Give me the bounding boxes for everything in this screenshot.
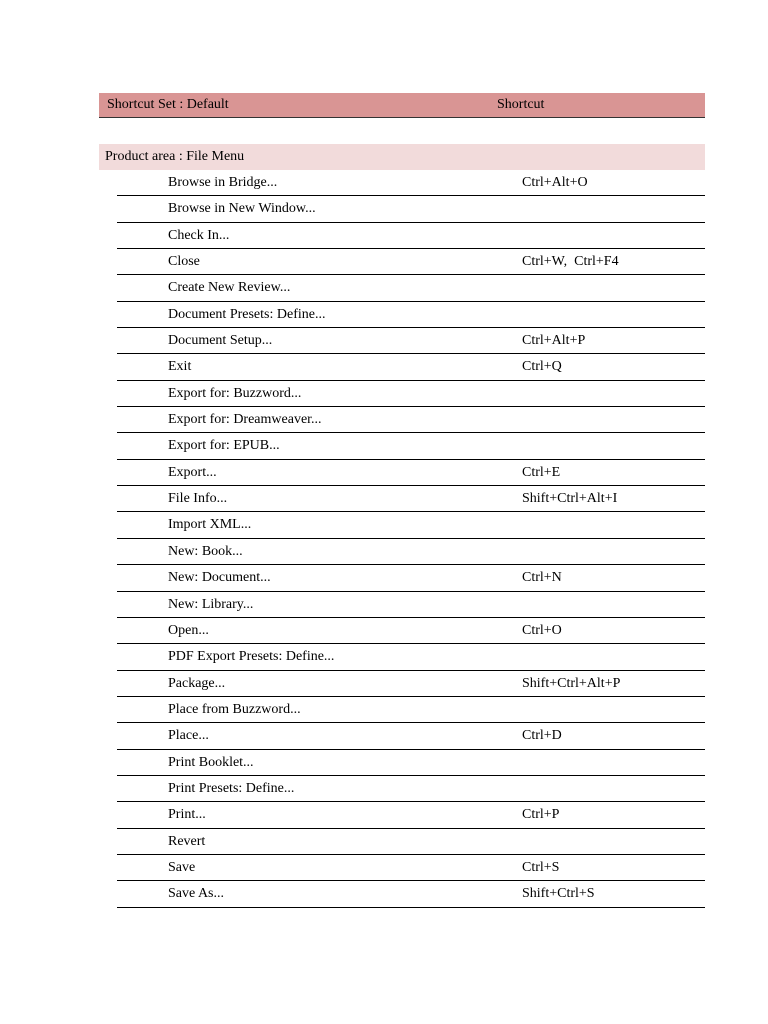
command-name: Check In...: [168, 227, 230, 243]
command-name: Save: [168, 859, 196, 875]
shortcut-keys: Ctrl+D: [522, 728, 562, 744]
table-row: [117, 275, 705, 301]
command-name: Place from Buzzword...: [168, 701, 301, 717]
command-name: PDF Export Presets: Define...: [168, 649, 335, 665]
shortcut-keys: Ctrl+O: [522, 622, 562, 638]
shortcut-keys: Ctrl+Q: [522, 359, 562, 375]
product-area-header: [99, 144, 705, 170]
table-row: [117, 223, 705, 249]
table-row: [117, 512, 705, 538]
shortcut-keys: Ctrl+Alt+O: [522, 175, 588, 190]
table-row: [117, 354, 705, 380]
table-row: [117, 881, 705, 907]
command-name: Export...: [168, 464, 217, 480]
table-row: [117, 460, 705, 486]
table-row: [117, 697, 705, 723]
shortcut-set-label: Shortcut Set : Default: [107, 97, 229, 112]
command-name: Export for: EPUB...: [168, 438, 280, 454]
table-row: [117, 170, 705, 196]
table-row: [117, 249, 705, 275]
table-header: [99, 93, 705, 118]
command-name: Close: [168, 254, 200, 270]
shortcut-keys: Ctrl+S: [522, 859, 560, 875]
command-name: Create New Review...: [168, 280, 291, 296]
command-name: Package...: [168, 675, 226, 691]
shortcut-keys: Ctrl+N: [522, 570, 562, 586]
table-row: [117, 565, 705, 591]
shortcut-keys: Shift+Ctrl+Alt+P: [522, 675, 621, 691]
command-name: Print Presets: Define...: [168, 780, 295, 796]
table-row: [117, 618, 705, 644]
table-row: [117, 750, 705, 776]
command-name: Document Presets: Define...: [168, 306, 326, 322]
command-name: File Info...: [168, 491, 228, 507]
table-row: [117, 644, 705, 670]
table-row: [117, 592, 705, 618]
command-name: Exit: [168, 359, 192, 375]
command-name: New: Library...: [168, 596, 254, 612]
table-row: [117, 196, 705, 222]
shortcut-keys: Ctrl+P: [522, 807, 560, 823]
table-row: [117, 855, 705, 881]
table-row: [117, 723, 705, 749]
command-name: Revert: [168, 833, 206, 849]
command-name: Print...: [168, 807, 206, 823]
table-row: [117, 671, 705, 697]
table-row: [117, 486, 705, 512]
table-row: [117, 829, 705, 855]
table-row: [117, 776, 705, 802]
table-row: [117, 381, 705, 407]
command-name: Export for: Buzzword...: [168, 385, 302, 401]
table-row: [117, 407, 705, 433]
shortcut-keys: Ctrl+Alt+P: [522, 333, 586, 349]
command-name: Place...: [168, 728, 209, 744]
command-name: Import XML...: [168, 517, 252, 533]
command-name: Browse in Bridge...: [168, 175, 278, 190]
command-name: Open...: [168, 622, 209, 638]
shortcut-column-header: Shortcut: [497, 97, 545, 112]
table-row: [117, 302, 705, 328]
command-name: New: Document...: [168, 570, 271, 586]
command-name: Document Setup...: [168, 333, 273, 349]
table-row: [117, 328, 705, 354]
shortcut-table: [117, 170, 705, 908]
product-area-label: Product area : File Menu: [105, 149, 245, 164]
shortcut-keys: Shift+Ctrl+Alt+I: [522, 491, 618, 507]
command-name: Print Booklet...: [168, 754, 254, 770]
command-name: Browse in New Window...: [168, 201, 316, 217]
command-name: Save As...: [168, 886, 224, 902]
table-row: [117, 433, 705, 459]
table-row: [117, 539, 705, 565]
shortcut-keys: Ctrl+W, Ctrl+F4: [522, 254, 619, 270]
command-name: New: Book...: [168, 543, 243, 559]
shortcut-keys: Ctrl+E: [522, 464, 561, 480]
command-name: Export for: Dreamweaver...: [168, 412, 322, 428]
shortcut-keys: Shift+Ctrl+S: [522, 886, 595, 902]
table-row: [117, 802, 705, 828]
